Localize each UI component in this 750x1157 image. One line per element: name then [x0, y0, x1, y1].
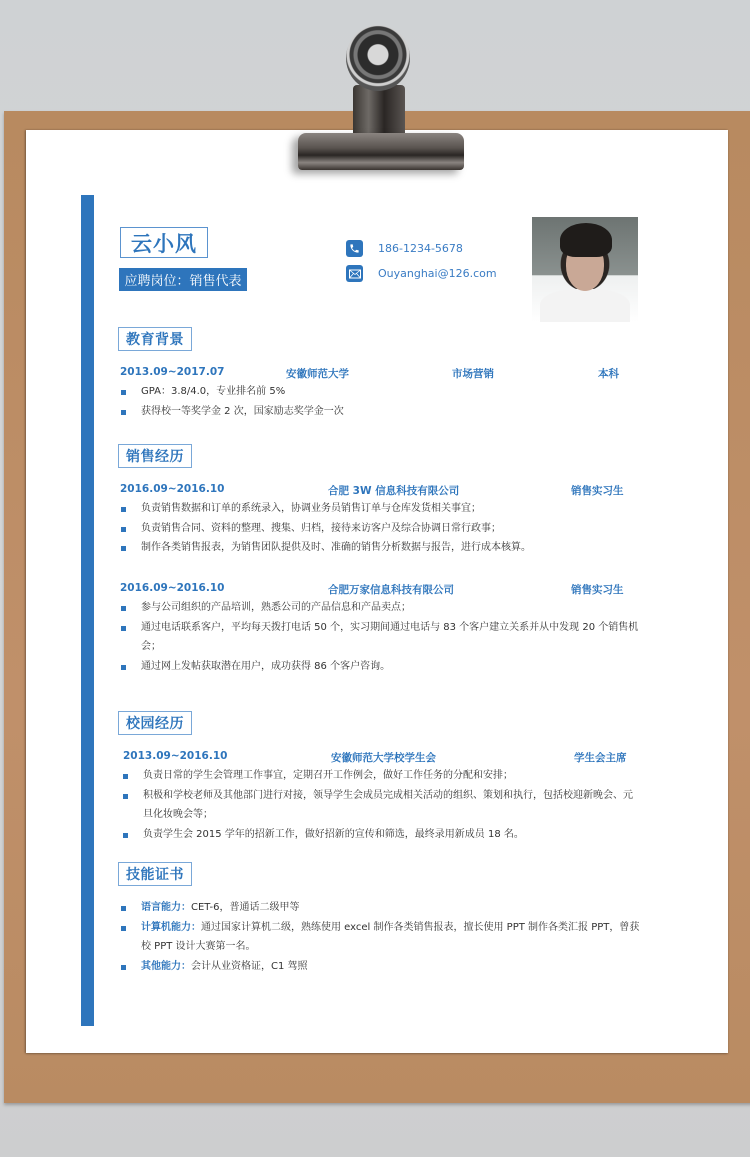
skill-label: 计算机能力： [141, 921, 201, 933]
list-item: 参与公司组织的产品培训，熟悉公司的产品信息和产品卖点； [120, 598, 640, 618]
list-item: 获得校一等奖学金 2 次，国家励志奖学金一次 [120, 402, 640, 422]
sales-job-list [120, 499, 640, 558]
list-item: 负责销售数据和订单的系统录入，协调业务员销售订单与仓库发货相关事宜； [120, 499, 640, 519]
education-period: 2013.09~2017.07 [120, 366, 225, 378]
campus-list [122, 766, 642, 844]
campus-role: 学生会主席 [574, 752, 627, 764]
clip-ring [346, 25, 410, 91]
job-role: 销售实习生 [571, 485, 624, 497]
skills-list [120, 898, 640, 976]
accent-bar [81, 195, 94, 1026]
list-item [120, 918, 640, 957]
job-company: 合肥万家信息科技有限公司 [328, 584, 454, 596]
envelope-icon [346, 265, 363, 282]
phone-contact [346, 240, 463, 257]
list-item [120, 957, 640, 977]
skill-text: 会计从业资格证，C1 驾照 [191, 960, 308, 972]
list-item: 负责日常的学生会管理工作事宜，定期召开工作例会，做好工作任务的分配和安排； [122, 766, 642, 786]
photo-hair [560, 223, 612, 257]
skill-label: 语言能力： [141, 902, 191, 913]
education-school: 安徽师范大学 [286, 368, 349, 380]
skill-text: 通过国家计算机二级，熟练使用 excel 制作各类销售报表，擅长使用 PPT 制作各类汇报 PPT，曾获校 PPT 设计大赛第一名。 [141, 921, 640, 952]
phone-number: 186-1234-5678 [378, 242, 463, 255]
education-degree: 本科 [598, 368, 619, 380]
list-item: 通过电话联系客户，平均每天拨打电话 50 个，实习期间通过电话与 83 个客户建立关系并从中发现 20 个销售机会； [120, 618, 640, 657]
education-list [120, 382, 640, 421]
sales-job-list [120, 598, 640, 676]
job-position-tag: 应聘岗位：销售代表 [119, 268, 247, 291]
list-item: 积极和学校老师及其他部门进行对接，领导学生会成员完成相关活动的组织、策划和执行，包括校迎新晚会、元旦化妆晚会等； [122, 786, 642, 825]
campus-period: 2013.09~2016.10 [123, 750, 228, 762]
skill-label: 其他能力： [141, 960, 191, 972]
section-title-sales: 销售经历 [118, 444, 192, 468]
list-item [120, 898, 640, 918]
education-major: 市场营销 [452, 368, 494, 380]
list-item: 制作各类销售报表，为销售团队提供及时、准确的销售分析数据与报告，进行成本核算。 [120, 538, 640, 558]
list-item: 负责销售合同、资料的整理、搜集、归档，接待来访客户及综合协调日常行政事； [120, 519, 640, 539]
skill-text: CET-6，普通话二级甲等 [191, 902, 300, 913]
list-item: 通过网上发帖获取潜在用户，成功获得 86 个客户咨询。 [120, 657, 640, 677]
list-item: GPA：3.8/4.0，专业排名前 5% [120, 382, 640, 402]
email-contact [346, 265, 497, 282]
campus-org: 安徽师范大学校学生会 [331, 752, 436, 764]
section-title-skills: 技能证书 [118, 862, 192, 886]
job-period: 2016.09~2016.10 [120, 582, 225, 594]
candidate-name: 云小风 [120, 227, 208, 258]
profile-photo [532, 217, 638, 322]
phone-icon [346, 240, 363, 257]
binder-clip [298, 25, 464, 170]
job-period: 2016.09~2016.10 [120, 483, 225, 495]
section-title-education: 教育背景 [118, 327, 192, 351]
section-title-campus: 校园经历 [118, 711, 192, 735]
job-company: 合肥 3W 信息科技有限公司 [328, 485, 460, 497]
photo-shirt [540, 289, 630, 322]
email-address: Ouyanghai@126.com [378, 267, 497, 280]
list-item: 负责学生会 2015 学年的招新工作，做好招新的宣传和筛选，最终录用新成员 18 名。 [122, 825, 642, 845]
job-role: 销售实习生 [571, 584, 624, 596]
clip-base [298, 133, 464, 170]
